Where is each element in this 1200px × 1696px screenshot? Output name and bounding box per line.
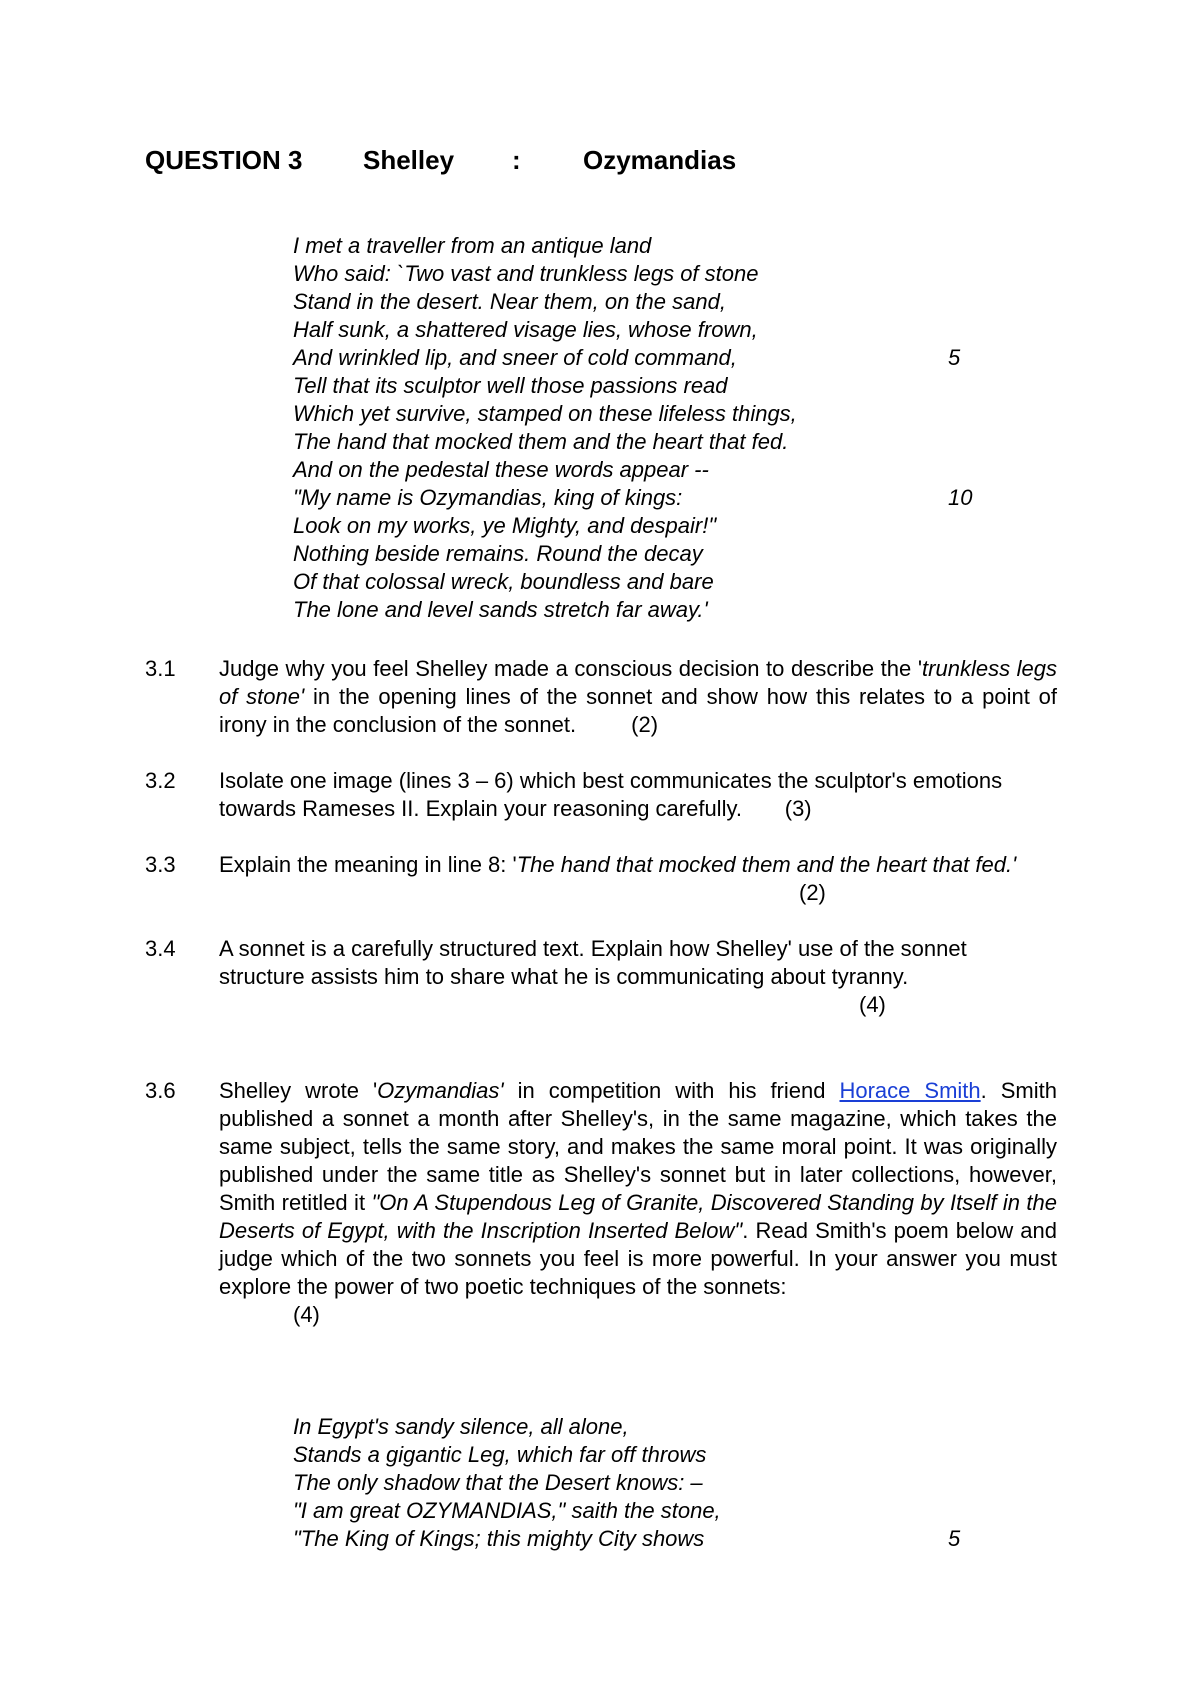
poem-line: The hand that mocked them and the heart that fed. <box>293 429 789 454</box>
heading-colon: : <box>512 145 521 175</box>
quoted-title: "On A Stupendous Leg of Granite, Discovered Standing by Itself in the Deserts of Egypt, with the Inscription Inserted Below" <box>219 1190 1057 1243</box>
poem-line-text: And wrinkled lip, and sneer of cold command, <box>293 345 737 370</box>
question-text-part: Isolate one image (lines 3 – 6) which best communicates the sculptor's emotions towards Rameses II. Explain your reasoning carefully. <box>219 768 1003 821</box>
poem-line: Stand in the desert. Near them, on the sand, <box>293 289 726 314</box>
question-text-part: Explain the meaning in line 8: ' <box>219 852 517 877</box>
smith-poem <box>293 1413 961 1553</box>
quoted-phrase: trunkless legs of stone' <box>219 656 1058 709</box>
poem-line: The only shadow that the Desert knows: – <box>293 1470 703 1495</box>
question-text <box>219 935 1057 1019</box>
question-number: 3.2 <box>145 768 176 793</box>
poem-line: Half sunk, a shattered visage lies, whose frown, <box>293 317 758 342</box>
line-number: 10 <box>948 485 973 510</box>
horace-smith-link[interactable]: Horace Smith <box>839 1078 981 1103</box>
question-text <box>219 655 1057 739</box>
poem-line-text: "The King of Kings; this mighty City shows <box>293 1526 705 1551</box>
poem-line-5 <box>293 1525 961 1553</box>
quoted-title: Ozymandias' <box>377 1078 504 1103</box>
poem-line: Stands a gigantic Leg, which far off throws <box>293 1442 707 1467</box>
mark-allocation: (3) <box>784 796 812 821</box>
mark-allocation: (2) <box>799 880 826 905</box>
poem-title: Ozymandias <box>583 145 737 175</box>
poem-line: "I am great OZYMANDIAS," saith the stone, <box>293 1498 721 1523</box>
question-number: 3.1 <box>145 656 176 681</box>
question-number: 3.3 <box>145 852 176 877</box>
mark-allocation: (2) <box>631 712 659 737</box>
question-text-part: Shelley wrote ' <box>219 1078 378 1103</box>
poem-line-10 <box>293 484 973 512</box>
poem-author: Shelley <box>363 145 455 175</box>
question-text-part: in the opening lines of the sonnet and show how this relates to a point of irony in the conclusion of the sonnet. <box>219 684 1057 737</box>
question-text-part: in competition with his friend <box>503 1078 840 1103</box>
question-text-part: A sonnet is a carefully structured text. Explain how Shelley' use of the sonnet structure assists him to share what he is communicating about tyranny. <box>219 936 967 989</box>
question-text-part: . Read Smith's poem below and judge which of the two sonnets you feel is more powerful. In your answer you must explore the power of two poetic techniques of the sonnets: <box>219 1218 1057 1299</box>
question-number: QUESTION 3 <box>145 145 303 175</box>
poem-line: Look on my works, ye Mighty, and despair!" <box>293 513 717 538</box>
poem-line: In Egypt's sandy silence, all alone, <box>293 1414 629 1439</box>
quoted-phrase: The hand that mocked them and the heart that fed.' <box>516 852 1017 877</box>
poem-line: Nothing beside remains. Round the decay <box>293 541 703 566</box>
poem-line: I met a traveller from an antique land <box>293 233 652 258</box>
ozymandias-poem <box>293 232 973 624</box>
poem-line-text: "My name is Ozymandias, king of kings: <box>293 485 683 510</box>
poem-line: Tell that its sculptor well those passions read <box>293 373 728 398</box>
question-number: 3.6 <box>145 1078 176 1103</box>
question-text <box>219 851 1057 907</box>
line-number: 5 <box>948 1526 961 1551</box>
poem-line: The lone and level sands stretch far away.' <box>293 597 708 622</box>
question-text-part: . Smith published a sonnet a month after Shelley's, in the same magazine, which takes the same subject, tells the same story, and makes the same moral point. It was originally published under the same title as Shelley's sonnet but in later collections, however, Smith retitled it <box>219 1078 1057 1215</box>
poem-line: Which yet survive, stamped on these lifeless things, <box>293 401 797 426</box>
poem-line-5 <box>293 344 961 372</box>
mark-allocation: (4) <box>859 992 886 1017</box>
question-text <box>219 767 1057 823</box>
question-text <box>219 1077 1057 1329</box>
question-number: 3.4 <box>145 936 176 961</box>
poem-line: And on the pedestal these words appear -- <box>293 457 709 482</box>
line-number: 5 <box>948 345 961 370</box>
question-text-part: Judge why you feel Shelley made a conscious decision to describe the ' <box>219 656 923 681</box>
poem-line: Of that colossal wreck, boundless and bare <box>293 569 714 594</box>
mark-allocation: (4) <box>293 1302 320 1327</box>
poem-line: Who said: `Two vast and trunkless legs of stone <box>293 261 759 286</box>
